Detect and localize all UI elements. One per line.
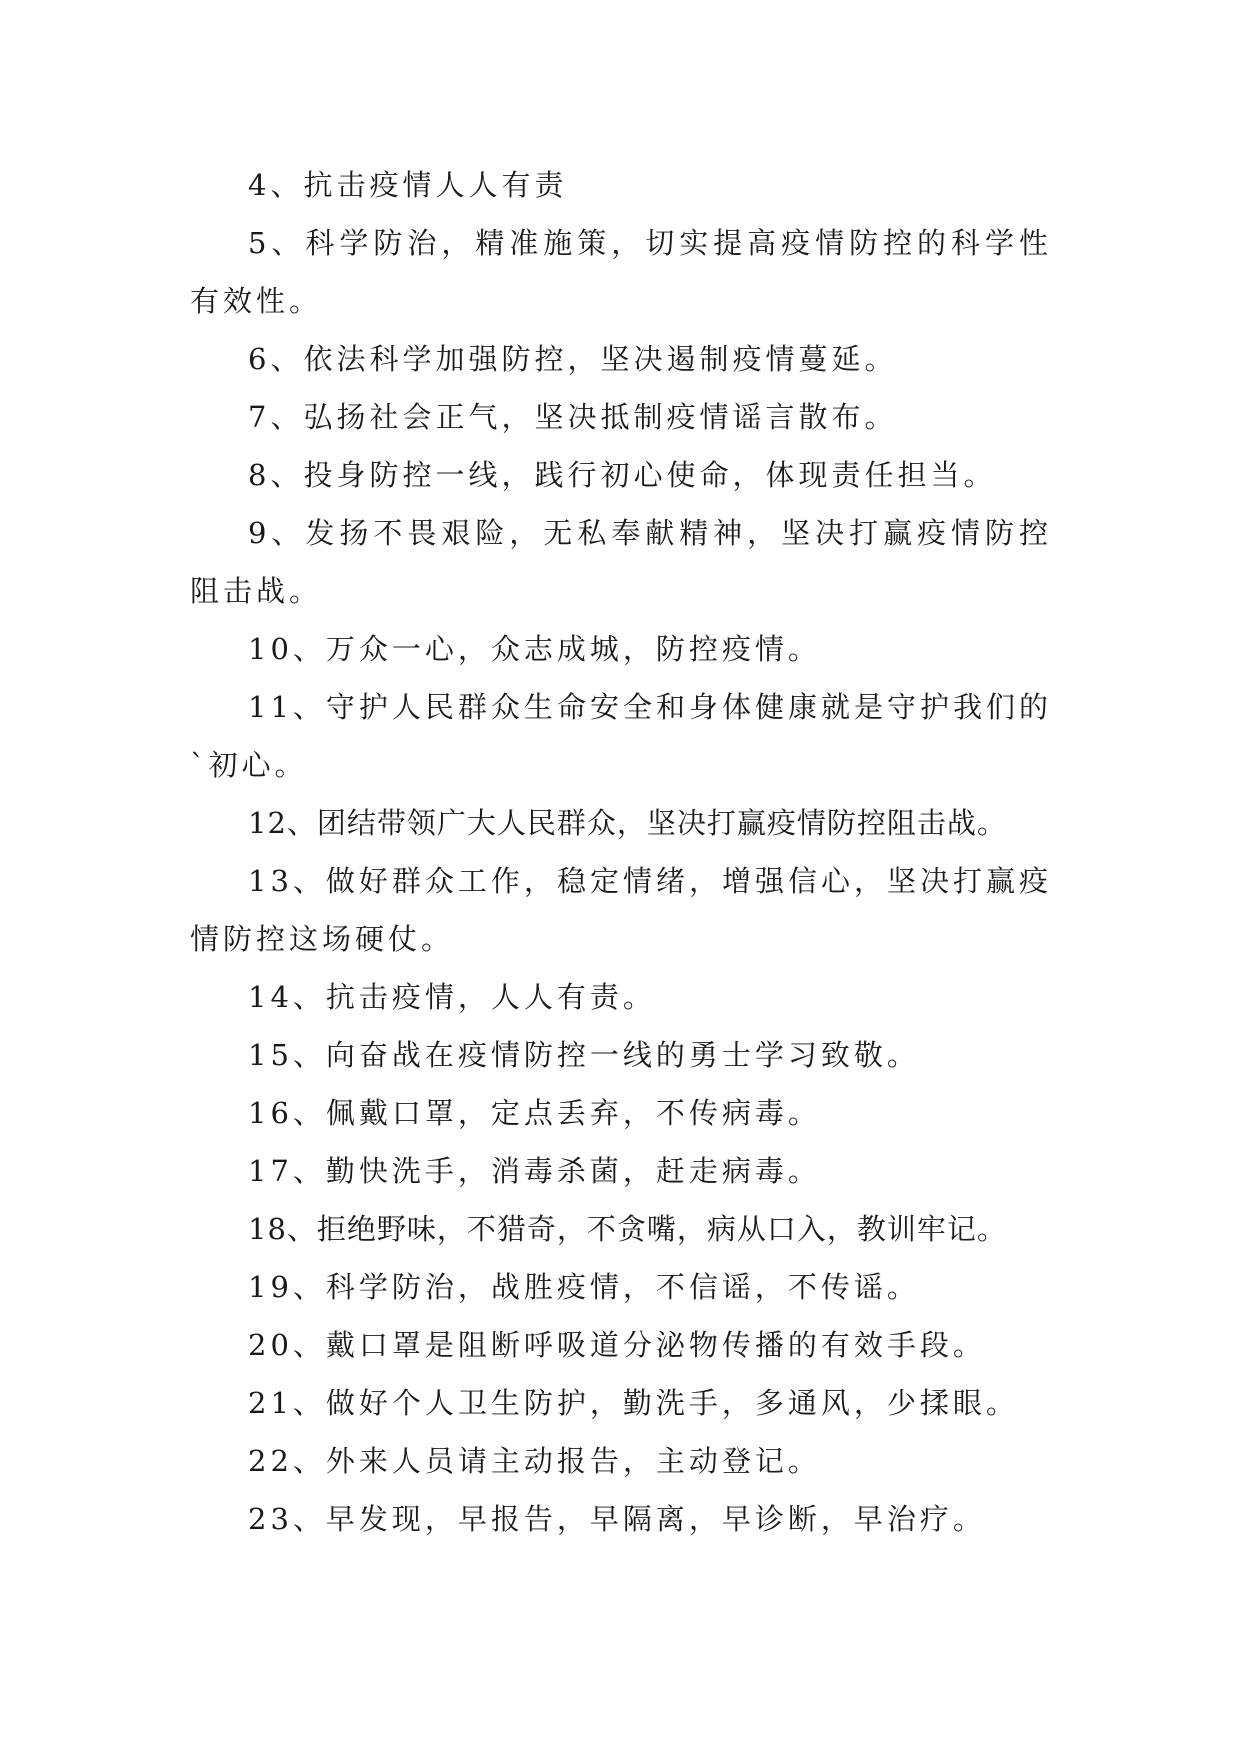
paragraph-item-6: 6、依法科学加强防控，坚决遏制疫情蔓延。 — [248, 342, 898, 376]
paragraph-item-7: 7、弘扬社会正气，坚决抵制疫情谣言散布。 — [248, 400, 898, 434]
paragraph-item-16: 16、佩戴口罩，定点丢弃，不传病毒。 — [248, 1096, 821, 1130]
paragraph-item-4: 4、抗击疫情人人有责 — [248, 168, 568, 202]
paragraph-item-11: 11、守护人民群众生命安全和身体健康就是守护我们的`初心。 — [190, 690, 1052, 782]
paragraph-item-5: 5、科学防治，精准施策，切实提高疫情防控的科学性有效性。 — [190, 226, 1052, 318]
paragraph-item-13: 13、做好群众工作，稳定情绪，增强信心，坚决打赢疫情防控这场硬仗。 — [190, 864, 1052, 956]
paragraph-item-19: 19、科学防治，战胜疫情，不信谣，不传谣。 — [248, 1270, 920, 1304]
paragraph-item-23: 23、早发现，早报告，早隔离，早诊断，早治疗。 — [248, 1502, 986, 1536]
document-body — [190, 156, 1052, 1548]
paragraph-item-14: 14、抗击疫情，人人有责。 — [248, 980, 656, 1014]
paragraph-item-15: 15、向奋战在疫情防控一线的勇士学习致敬。 — [248, 1038, 920, 1072]
paragraph-item-12: 12、团结带领广大人民群众，坚决打赢疫情防控阻击战。 — [248, 806, 1007, 840]
paragraph-item-9: 9、发扬不畏艰险，无私奉献精神，坚决打赢疫情防控阻击战。 — [190, 516, 1052, 608]
paragraph-item-10: 10、万众一心，众志成城，防控疫情。 — [248, 632, 821, 666]
paragraph-item-8: 8、投身防控一线，践行初心使命，体现责任担当。 — [248, 458, 997, 492]
paragraph-item-17: 17、勤快洗手，消毒杀菌，赶走病毒。 — [248, 1154, 821, 1188]
paragraph-item-22: 22、外来人员请主动报告，主动登记。 — [248, 1444, 821, 1478]
paragraph-item-21: 21、做好个人卫生防护，勤洗手，多通风，少揉眼。 — [248, 1386, 1019, 1420]
paragraph-item-18: 18、拒绝野味，不猎奇，不贪嘴，病从口入，教训牢记。 — [248, 1212, 1007, 1246]
paragraph-item-20: 20、戴口罩是阻断呼吸道分泌物传播的有效手段。 — [248, 1328, 986, 1362]
